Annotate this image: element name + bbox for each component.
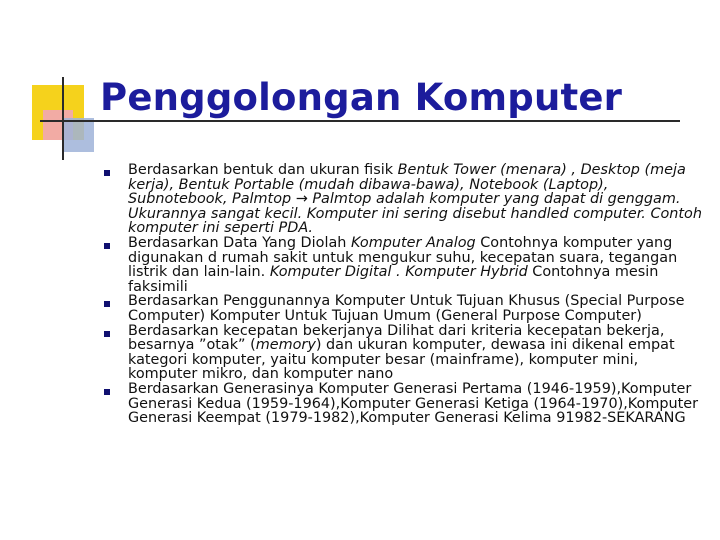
item-text: ) dan ukuran komputer, dewasa ini dikenal empat kategori komputer, yaitu komputer besar (mainframe), komputer mini, komputer mikro, dan komputer nano xyxy=(128,337,675,383)
item-text: Dilihat dari kriteria kecepatan bekerja, besarnya ”otak” ( xyxy=(128,322,665,354)
item-heading: Berdasarkan Generasinya xyxy=(128,380,319,397)
item-text: Contohnya komputer yang digunakan d rumah sakit untuk mengukur suhu, kecepatan suara, tegangan listrik dan lain-lain. xyxy=(128,234,678,281)
item-text-italic: Komputer Analog xyxy=(350,234,476,251)
page-title: Penggolongan Komputer xyxy=(100,76,623,119)
item-text: Komputer Generasi Pertama (1946-1959),Komputer Generasi Kedua (1959-1964),Komputer Generasi Ketiga (1964-1970),Komputer Generasi Keempat (1979-1982),Komputer Generasi Kelima 91982-SEKARANG xyxy=(128,380,699,427)
decor-vertical-line xyxy=(62,77,64,160)
item-text: Bentuk Tower (menara) , Desktop (meja kerja), Bentuk Portable (mudah dibawa-bawa), Notebook (Laptop), Subnotebook, Palmtop → Palmtop adalah komputer yang dapat di genggam. Ukurannya sangat kecil. Komputer ini sering disebut handled computer. Contoh komputer ini seperti PDA. xyxy=(128,162,702,237)
item-text: Contohnya mesin faksimili xyxy=(128,264,659,295)
bullet-icon xyxy=(104,301,110,307)
list-item-penggunaan xyxy=(104,294,702,323)
bullet-icon xyxy=(104,170,110,176)
list-item-kecepatan xyxy=(104,324,702,382)
bullet-icon xyxy=(104,243,110,249)
item-text: Komputer Untuk Tujuan Khusus (Special Purpose Computer) Komputer Untuk Tujuan Umum (General Purpose Computer) xyxy=(128,293,685,324)
decor-blue-square xyxy=(62,118,94,152)
item-text-italic: memory xyxy=(255,337,316,354)
title-underline xyxy=(40,120,680,122)
item-heading: Berdasarkan bentuk dan ukuran fisik xyxy=(128,162,398,178)
item-heading: Berdasarkan kecepatan bekerjanya xyxy=(128,322,388,339)
item-heading: Berdasarkan Penggunannya xyxy=(128,293,335,310)
item-heading: Berdasarkan Data Yang Diolah xyxy=(128,234,351,251)
bullet-icon xyxy=(104,389,110,395)
list-item-generasi xyxy=(104,382,702,426)
bullet-list xyxy=(104,163,702,426)
bullet-icon xyxy=(104,331,110,337)
list-item-data xyxy=(104,236,702,294)
item-text-italic: Komputer Digital . Komputer Hybrid xyxy=(269,264,528,281)
list-item-bentuk xyxy=(104,163,702,236)
